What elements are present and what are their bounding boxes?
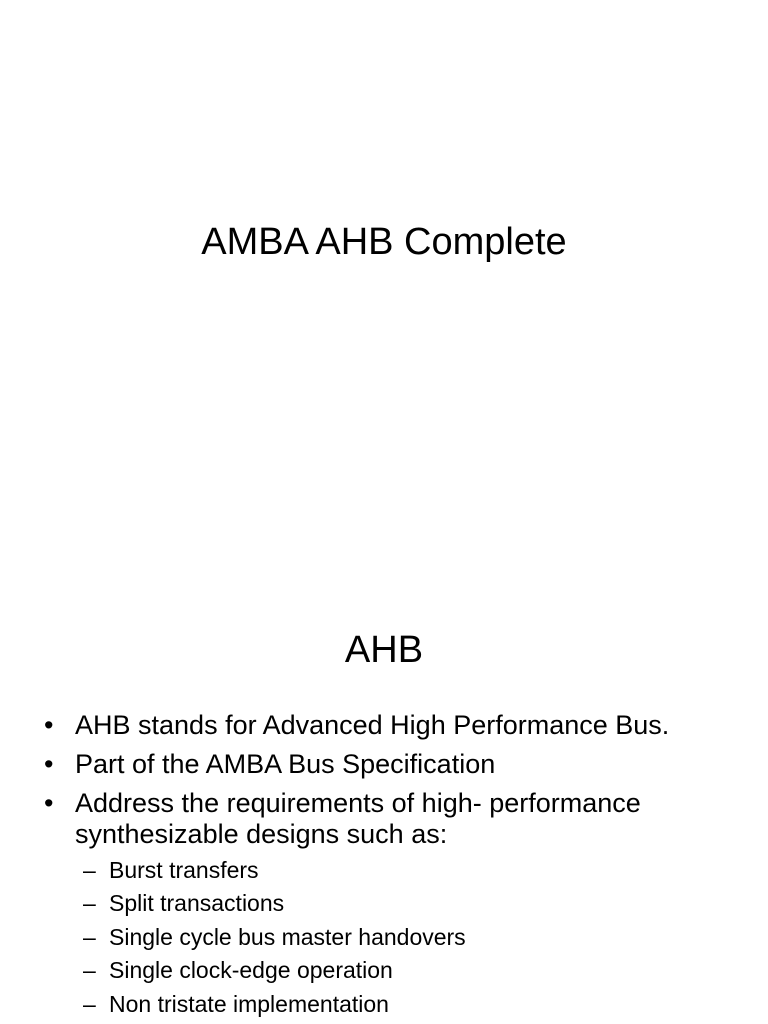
- bullet-list: [44, 710, 744, 1024]
- sub-bullet-item: [75, 954, 744, 987]
- sub-bullet-text: Split transactions: [109, 890, 285, 917]
- slide-title-heading: AMBA AHB Complete: [201, 221, 567, 263]
- sub-bullet-text: Single clock-edge operation: [109, 957, 393, 984]
- bullet-text: Address the requirements of high- performance synthesizable designs such as:: [75, 788, 641, 849]
- sub-bullet-text: Single cycle bus master handovers: [109, 923, 466, 950]
- sub-bullet-item: [75, 988, 744, 1021]
- sub-bullet-text: Burst transfers: [109, 857, 259, 883]
- dash-icon: –: [83, 923, 96, 950]
- bullet-item: [44, 710, 744, 741]
- slide-ahb-heading: AHB: [344, 629, 424, 671]
- sub-bullet-text: Non tristate implementation: [109, 990, 389, 1017]
- bullet-icon: •: [44, 710, 54, 740]
- bullet-icon: •: [44, 749, 54, 779]
- bullet-text: AHB stands for Advanced High Performance Bus.: [75, 710, 670, 740]
- dash-icon: –: [83, 857, 96, 883]
- sub-bullet-list: [75, 854, 744, 1021]
- dash-icon: –: [83, 990, 96, 1017]
- bullet-item: [44, 788, 744, 1021]
- sub-bullet-item: [75, 854, 744, 887]
- slide-ahb: [0, 576, 768, 1024]
- bullet-text: Part of the AMBA Bus Specification: [75, 749, 496, 779]
- bullet-icon: •: [44, 788, 54, 818]
- dash-icon: –: [83, 890, 96, 917]
- sub-bullet-item: [75, 887, 744, 920]
- bullet-item: [44, 749, 744, 780]
- dash-icon: –: [83, 957, 96, 984]
- sub-bullet-item: [75, 921, 744, 954]
